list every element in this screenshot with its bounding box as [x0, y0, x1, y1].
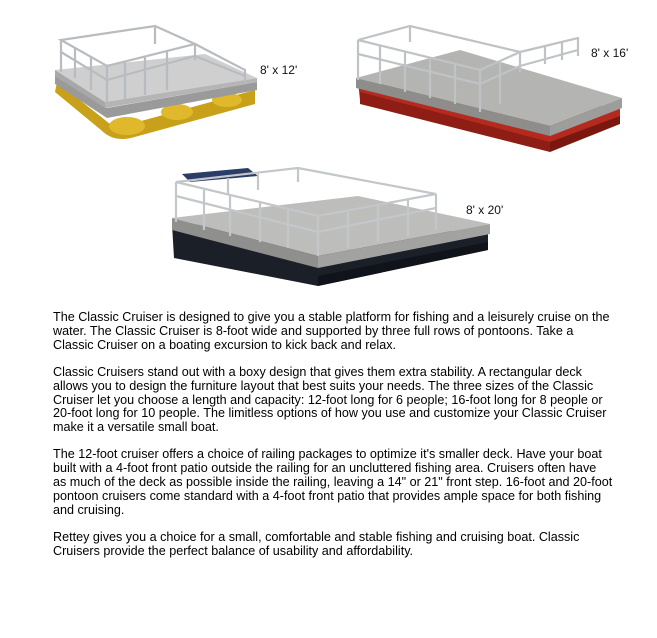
pontoon-boat-12ft-image	[45, 20, 265, 140]
boat-size-label-12ft: 8' x 12'	[260, 63, 298, 77]
pontoon-boat-20ft-image	[168, 160, 508, 295]
pontoon-boat-16ft-image	[350, 20, 640, 155]
paragraph-design: Classic Cruisers stand out with a boxy design that gives them extra stability. A rectangular deck allows you to design the furniture layout that best suits your needs. The three sizes of the Classic Cruiser let you choose a length and capacity: 12-foot long for 6 people; 16-foot long for 8 people or 20-foot long for 10 people. The limitless options of how you use and customize your Classic Cruiser make it a versatile small boat.	[53, 364, 607, 435]
boat-size-label-16ft: 8' x 16'	[591, 46, 629, 60]
pontoon-boat-yellow-icon	[55, 26, 257, 139]
pontoon-boat-red-icon	[356, 26, 622, 152]
pontoon-boat-black-icon	[172, 168, 490, 286]
paragraph-railing: The 12-foot cruiser offers a choice of railing packages to optimize it's smaller deck. Have your boat built with a 4-foot front patio outside the railing for an uncluttered fishing area. Cruisers often have as much of the deck as possible inside the railing, leaving a 14" or 21" front step. 16-foot and 20-foot pontoon cruisers come standard with a 4-foot front patio that provides ample space for both fishing and cruising.	[53, 447, 613, 517]
paragraph-intro: The Classic Cruiser is designed to give you a stable platform for fishing and a leisurely cruise on the water. The Classic Cruiser is 8-foot wide and supported by three full rows of pontoons. Take a Classic Cruiser on a boating excursion to kick back and relax.	[53, 310, 610, 352]
boat-size-label-20ft: 8' x 20'	[466, 203, 504, 217]
description-text	[53, 311, 613, 572]
paragraph-summary: Rettey gives you a choice for a small, comfortable and stable fishing and cruising boat. Classic Cruisers provide the perfect balance of usability and affordability.	[53, 529, 580, 558]
